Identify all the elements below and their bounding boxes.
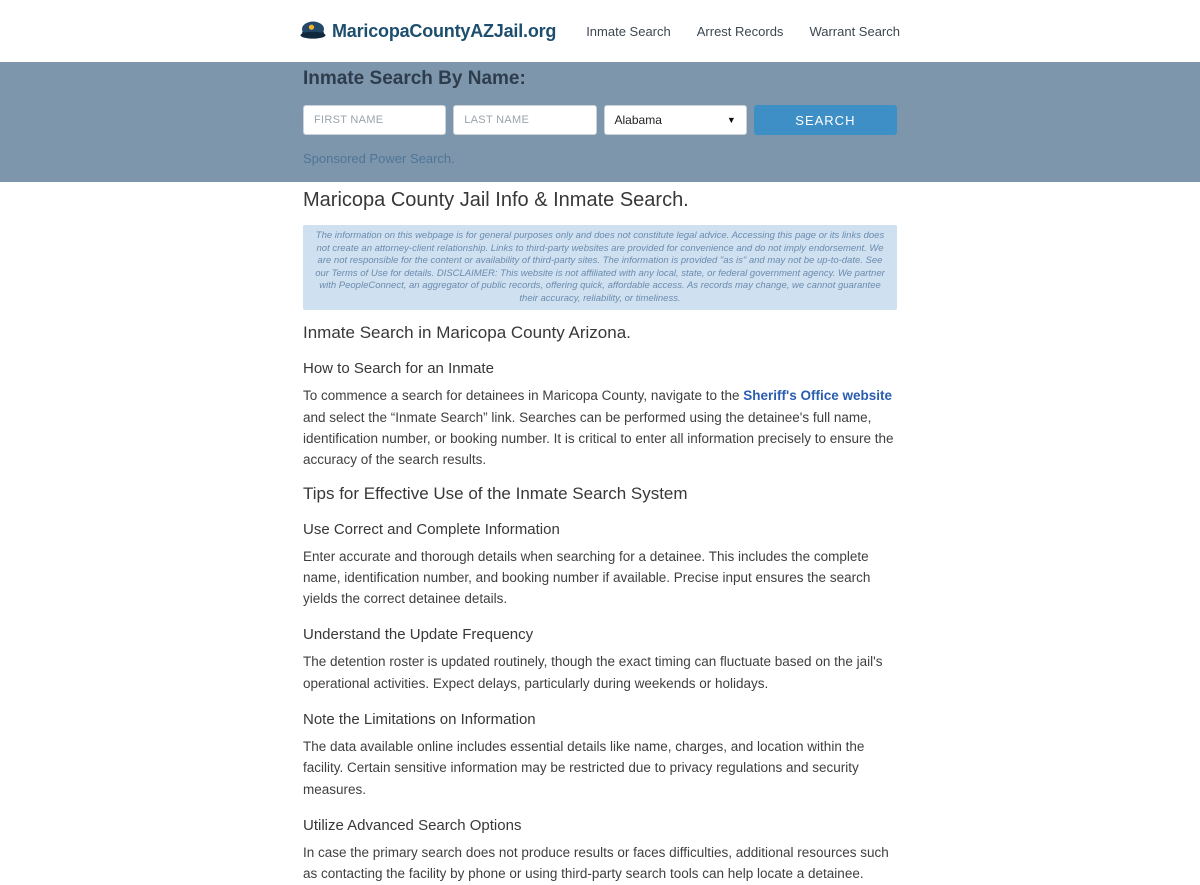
chevron-down-icon: ▼ — [726, 115, 736, 125]
inmate-search-panel — [0, 62, 1200, 182]
nav-arrest-records[interactable]: Arrest Records — [696, 23, 784, 39]
howto-heading: How to Search for an Inmate — [303, 360, 494, 378]
tip-body-correct-info: Enter accurate and thorough details when searching for a detainee. This includes the complete name, identification number, and booking number if available. Precise input ensures the search yields the correct detainee details. — [303, 548, 871, 607]
header — [0, 0, 1200, 62]
tip-heading-limitations: Note the Limitations on Information — [303, 711, 536, 729]
search-panel-title: Inmate Search By Name: — [303, 68, 526, 89]
logo-text: MaricopaCountyAZJail.org — [332, 20, 557, 41]
first-name-input[interactable] — [303, 105, 446, 135]
tip-heading-advanced-options: Utilize Advanced Search Options — [303, 817, 522, 835]
tip-heading-update-frequency: Understand the Update Frequency — [303, 626, 534, 644]
state-select-value: Alabama — [614, 113, 662, 127]
site-logo[interactable] — [300, 19, 556, 43]
howto-text-before: To commence a search for detainees in Maricopa County, navigate to the — [303, 388, 744, 404]
section-title: Inmate Search in Maricopa County Arizona. — [303, 323, 631, 343]
sheriffs-office-link[interactable]: Sheriff's Office website — [743, 388, 893, 404]
main-nav — [586, 24, 900, 39]
police-cap-icon — [300, 19, 328, 43]
tips-heading: Tips for Effective Use of the Inmate Search System — [303, 483, 688, 503]
search-button[interactable]: SEARCH — [754, 105, 897, 135]
nav-warrant-search[interactable]: Warrant Search — [809, 23, 900, 39]
page-title: Maricopa County Jail Info & Inmate Search. — [303, 189, 689, 211]
last-name-input[interactable] — [453, 105, 596, 135]
tip-body-update-frequency: The detention roster is updated routinely, though the exact timing can fluctuate based on the jail's operational activities. Expect delays, particularly during weekends or holidays. — [303, 654, 883, 691]
tip-body-limitations: The data available online includes essential details like name, charges, and location within the facility. Certain sensitive information may be restricted due to privacy regulations and security measures. — [303, 739, 865, 797]
tip-body-advanced-options: In case the primary search does not produce results or faces difficulties, additional resources such as contacting the facility by phone or using third-party search tools can help locate a detainee. — [303, 845, 889, 882]
nav-inmate-search[interactable]: Inmate Search — [586, 23, 671, 39]
howto-text-after: and select the “Inmate Search” link. Searches can be performed using the detainee's full name, identification number, or booking number. It is critical to enter all information precisely to ensure the accuracy of the search results. — [303, 409, 894, 468]
disclaimer-box: The information on this webpage is for general purposes only and does not constitute legal advice. Accessing this page or its links does not create an attorney-client relationship. Links to third-party websites are provided for convenience and do not imply endorsement. We are not responsible for the content or availability of third-party sites. The information is provided "as is" and may not be up-to-date. See our Terms of Use for details. DISCLAIMER: This website is not affiliated with any local, state, or federal government agency. We partner with PeopleConnect, an aggregator of public records, offering quick, affordable access. As records may change, we cannot guarantee their accuracy, reliability, or timeliness. — [303, 225, 897, 310]
sponsored-power-search-link[interactable]: Sponsored Power Search. — [303, 151, 455, 166]
tip-heading-correct-info: Use Correct and Complete Information — [303, 520, 560, 538]
state-select[interactable] — [604, 105, 747, 135]
howto-paragraph — [303, 385, 897, 470]
main-content — [303, 189, 897, 885]
